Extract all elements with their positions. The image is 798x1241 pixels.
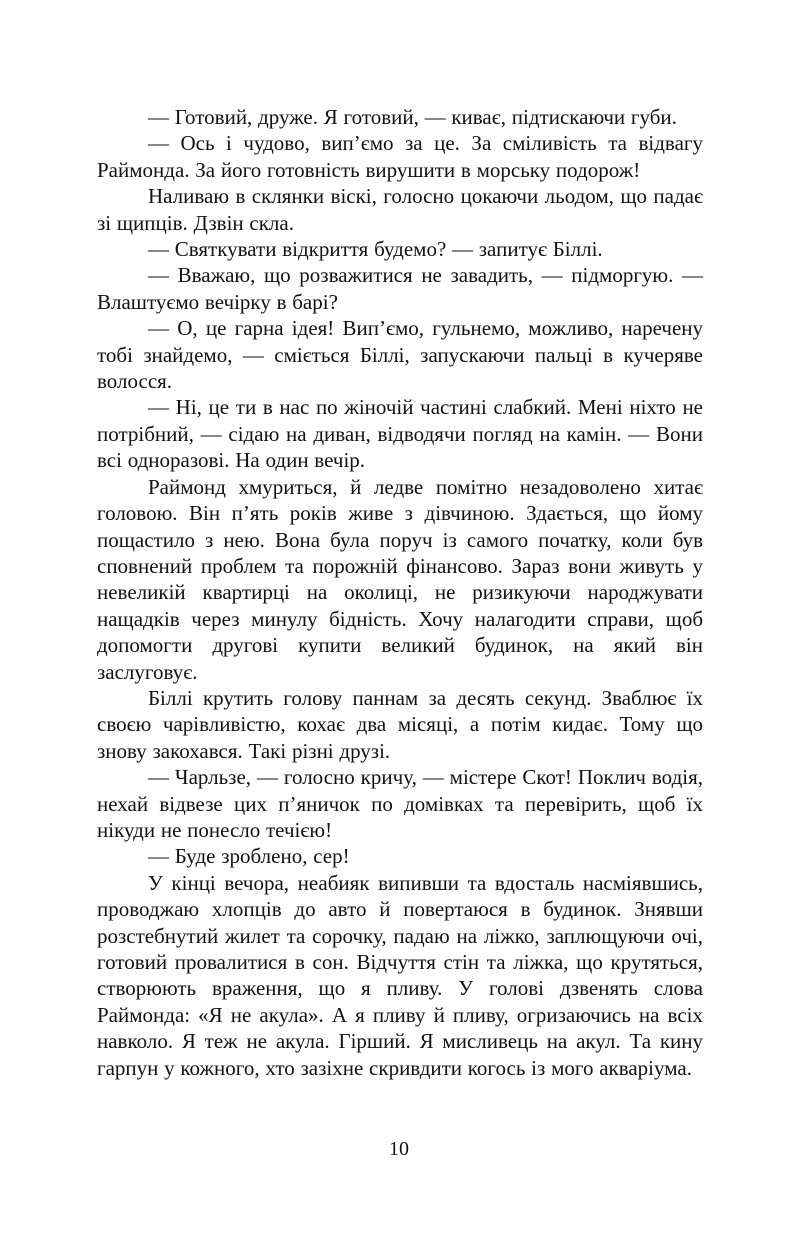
paragraph: — Ось і чудово, вип’ємо за це. За сміливість та відвагу Раймонда. За його готовність вирушити в морську подорож!: [97, 131, 703, 182]
paragraph: — Чарльзе, — голосно кричу, — містере Скот! Поклич водія, нехай відвезе цих п’яничок по домівках та перевірить, щоб їх нікуди не понесло течією!: [97, 765, 703, 842]
paragraph: Біллі крутить голову паннам за десять секунд. Зваблює їх своєю чарівливістю, кохає два місяці, а потім кидає. Тому що знову закохався. Такі різні друзі.: [97, 685, 703, 763]
paragraph: — Святкувати відкриття будемо? — запитує Біллі.: [148, 237, 603, 262]
paragraph: — Буде зроблено, сер!: [148, 844, 350, 869]
page-number: 10: [389, 1138, 409, 1160]
paragraph: — Ні, це ти в нас по жіночій частині слабкий. Мені ніхто не потрібний, — сідаю на диван, відводячи погляд на камін. — Вони всі одноразові. На один вечір.: [97, 395, 703, 473]
paragraph: — О, це гарна ідея! Вип’ємо, гульнемо, можливо, наречену тобі знайдемо, — сміється Біллі, запускаючи пальці в кучеряве волосся.: [97, 316, 703, 394]
paragraph: — Вважаю, що розважитися не завадить, — підморгую. — Влаштуємо вечірку в барі?: [97, 263, 703, 314]
text-block: [97, 104, 703, 1081]
paragraph: У кінці вечора, неабияк випивши та вдосталь насміявшись, проводжаю хлопців до авто й повертаюся в будинок. Знявши розстебнутий жилет та сорочку, падаю на ліжко, заплющуючи очі, готовий провалитися в сон. Відчуття стін та ліжка, що крутяться, створюють враження, що я пливу. У голові дзвенять слова Раймонда: «Я не акула». А я пливу й пливу, огризаючись на всіх навколо. Я теж не акула. Гірший. Я мисливець на акул. Та кину гарпун у кожного, хто зазіхне скривдити когось із мого акваріума.: [97, 870, 703, 1080]
paragraph: Наливаю в склянки віскі, голосно цокаючи льодом, що падає зі щипців. Дзвін скла.: [97, 184, 703, 235]
paragraph: Раймонд хмуриться, й ледве помітно незадоволено хитає головою. Він п’ять років живе з дівчиною. Здається, що йому пощастило з нею. Вона була поруч із самого початку, коли був сповнений проблем та порожній фінансово. Зараз вони живуть у невеликій квартирці на околиці, не ризикуючи народжувати нащадків через минулу бідність. Хочу налагодити справи, щоб допомогти другові купити великий будинок, на який він заслуговує.: [97, 474, 703, 684]
paragraph: — Готовий, друже. Я готовий, — киває, підтискаючи губи.: [148, 105, 677, 129]
